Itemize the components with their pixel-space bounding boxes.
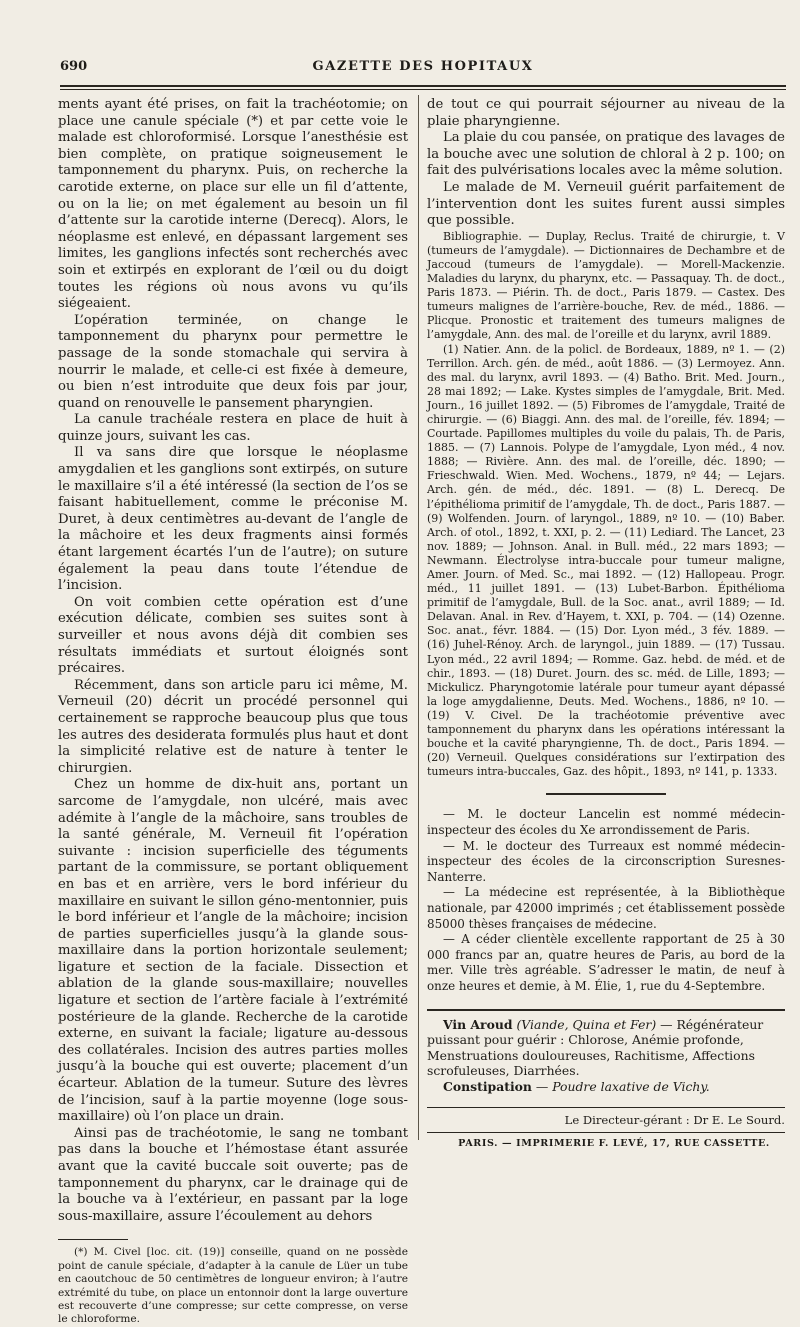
advertisement-rule bbox=[427, 1009, 785, 1011]
news-item: — A céder clientèle excellente rapportant de 25 à 30 000 francs par an, quatre heures de Paris, au bord de la mer. Ville très agréable. S’adresser le matin, de neuf à onze heures et demie, à M. Élie, 1, rue du 4-Septembre. bbox=[427, 932, 785, 993]
body-paragraph: On voit combien cette opération est d’une exécution délicate, combien ses suites sont à surveiller et nous avons déjà dit combien ses résultats immédiats et surtout éloignés sont précaires. bbox=[58, 594, 408, 677]
column-divider bbox=[418, 95, 419, 1140]
director-signature: Le Directeur-gérant : Dr E. Le Sourd. bbox=[564, 1112, 785, 1127]
news-item: — M. le docteur Lancelin est nommé médecin-inspecteur des écoles du Xe arrondissement de Paris. bbox=[427, 807, 785, 837]
ad-product: Vin Aroud bbox=[443, 1016, 513, 1032]
page-number: 690 bbox=[60, 59, 88, 74]
footnote: (*) M. Civel [loc. cit. (19)] conseille, quand on ne possède point de canule spéciale, d’adapter à la canule de Lüer un tube en caoutchouc de 50 centimètres de longueur environ; à l’autre extrémité du tube, on place un entonnoir dont la large ouverture est recouverte d’une compresse; sur cette compresse, on verse le chloroforme. bbox=[58, 1246, 408, 1326]
ad-constipation-text: — Poudre laxative de Vichy. bbox=[535, 1078, 710, 1094]
body-paragraph: La canule trachéale restera en place de huit à quinze jours, suivant les cas. bbox=[58, 412, 408, 444]
bibliography-references: (1) Natier. Ann. de la policl. de Bordeaux, 1889, nº 1. — (2) Terrillon. Arch. gén. de méd., août 1886. — (3) Lermoyez. Ann. des mal. du larynx, avril 1893. — (4) Batho. Brit. Med. Journ., 28 mai 1892; — Lake. Kystes simples de l’amygdale, Brit. Med. Journ., 16 juillet 1892. — (5) Fibromes de l’amygdale, Traité de chirurgie. — (6) Biaggi. Ann. des mal. de l’oreille, fév. 1894; — Courtade. Papillomes multiples du voile du palais, Th. de Paris, 1885. — (7) Lannois. Polype de l’amygdale, Lyon méd., 4 nov. 1888; — Rivière. Ann. des mal. de l’oreille, déc. 1890; — Frieschwald. Wien. Med. Wochens., 1879, nº 44; — Lejars. Arch. gén. de méd., déc. 1891. — (8) L. Derecq. De l’épithélioma primitif de l’amygdale, Th. de doct., Paris 1887. — (9) Wolfenden. Journ. of laryngol., 1889, nº 10. — (10) Baber. Arch. of otol., 1892, t. XXI, p. 2. — (11) Lediard. The Lancet, 23 nov. 1889; — Johnson. Anal. in Bull. méd., 22 mars 1893; — Newmann. Électrolyse intra-buccale pour tumeur maligne, Amer. Journ. of Med. Sc., mai 1892. — (12) Hallopeau. Progr. méd., 11 juillet 1891. — (13) Lubet-Barbon. Épithélioma primitif de l’amygdale, Bull. de la Soc. anat., avril 1889; — Id. Delavan. Anal. in Rev. d’Hayem, t. XXI, p. 704. — (14) Ozenne. Soc. anat., févr. 1884. — (15) Dor. Lyon méd., 3 fév. 1889. — (16) Juhel-Rénoy. Arch. de laryngol., juin 1889. — (17) Tussau. Lyon méd., 22 avril 1894; — Romme. Gaz. hebd. de méd. et de chir., 1893. — (18) Duret. Journ. des sc. méd. de Lille, 1893; — Mickulicz. Pharyngotomie latérale pour tumeur ayant dépassé la loge amygdalienne, Deuts. Med. Wochens., 1886, nº 10. — (19) V. Civel. De la trachéotomie préventive avec tamponnement du pharynx dans les opérations intéressant la bouche et la cavité pharyngienne, Th. de doct., Paris 1894. — (20) Verneuil. Quelques considérations sur l’extirpation des tumeurs intra-buccales, Gaz. des hôpit., 1893, nº 141, p. 1333. bbox=[427, 342, 785, 779]
ad-constipation-label: Constipation bbox=[443, 1078, 532, 1094]
advertisement-constipation bbox=[427, 1079, 785, 1095]
body-paragraph: ments ayant été prises, on fait la trachéotomie; on place une canule spéciale (*) et par cette voie le malade est chloroformisé. Lorsque l’anesthésie est bien complète, on pratique soigneusement le tamponnement du pharynx. Puis, on recherche la carotide externe, on place sur elle un fil d’attente, ou on la lie; on met également au besoin un fil d’attente sur la carotide interne (Derecq). Alors, le néoplasme est enlevé, en dépassant largement ses limites, les ganglions infectés sont recherchés avec soin et extirpés en explorant de l’œil ou du doigt toutes les régions où nous avons vu qu’ils siégeaient. bbox=[58, 97, 408, 312]
left-column bbox=[58, 97, 408, 1327]
journal-title: GAZETTE DES HOPITAUX bbox=[312, 59, 534, 74]
body-paragraph: La plaie du cou pansée, on pratique des lavages de la bouche avec une solution de chloral à 2 p. 100; on fait des pulvérisations locales avec la même solution. bbox=[427, 130, 785, 179]
body-paragraph: de tout ce qui pourrait séjourner au niveau de la plaie pharyngienne. bbox=[427, 97, 785, 129]
body-paragraph: L’opération terminée, on change le tamponnement du pharynx pour permettre le passage de la sonde stomachale qui servira à nourrir le malade, et celle-ci est fixée à demeure, ou bien n’est introduite que deux fois par jour, quand on renouvelle le pansement pharyngien. bbox=[58, 312, 408, 411]
news-item: — La médecine est représentée, à la Bibliothèque nationale, par 42000 imprimés ; cet établissement possède 85000 thèses françaises de médecine. bbox=[427, 885, 785, 931]
signature-rule bbox=[427, 1107, 785, 1108]
body-paragraph: Le malade de M. Verneuil guérit parfaitement de l’intervention dont les suites furent aussi simples que possible. bbox=[427, 179, 785, 229]
page-header bbox=[60, 59, 786, 79]
printer-rule bbox=[427, 1132, 785, 1133]
body-paragraph: Il va sans dire que lorsque le néoplasme amygdalien et les ganglions sont extirpés, on suture le maxillaire s’il a été intéressé (la section de l’os se faisant habituellement, comme le préconise M. Duret, à deux centimètres au-devant de l’angle de la mâchoire et les deux fragments ainsi formés étant largement écartés l’un de l’autre); on suture également la peau dans toute l’étendue de l’incision. bbox=[58, 445, 408, 594]
section-separator bbox=[546, 793, 666, 795]
bibliography-general: Bibliographie. — Duplay, Reclus. Traité de chirurgie, t. V (tumeurs de l’amygdale). — Dictionnaires de Dechambre et de Jaccoud (tumeurs de l’amygdale). — Morell-Mackenzie. Maladies du larynx, du pharynx, etc. — Passaquay. Th. de doct., Paris 1873. — Piérin. Th. de doct., Paris 1879. — Castex. Des tumeurs malignes de l’arrière-bouche, Rev. de méd., 1886. — Plicque. Pronostic et traitement des tumeurs malignes de l’amygdale, Ann. des mal. de l’oreille et du larynx, avril 1889. bbox=[427, 229, 785, 342]
advertisement bbox=[427, 1017, 785, 1079]
header-rule-thin bbox=[60, 89, 786, 90]
header-rule bbox=[60, 85, 786, 87]
printer-imprint: PARIS. — IMPRIMERIE F. LEVÉ, 17, RUE CASSETTE. bbox=[458, 1138, 770, 1150]
body-paragraph: Ainsi pas de trachéotomie, le sang ne tombant pas dans la bouche et l’hémostase étant assurée avant que la cavité buccale soit ouverte; pas de tamponnement du pharynx, car le drainage qui de la bouche va à l’extérieur, en passant par la loge sous-maxillaire, assure l’écoulement au dehors bbox=[58, 1125, 408, 1224]
body-paragraph: Chez un homme de dix-huit ans, portant un sarcome de l’amygdale, non ulcéré, mais avec adémite à l’angle de la mâchoire, sans troubles de la santé générale, M. Verneuil fit l’opération suivante : incision superficielle des téguments partant de la commissure, se portant obliquement en bas et en arrière, vers le bord inférieur du maxillaire en suivant le sillon géno-mentonnier, puis le bord inférieur et l’angle de la mâchoire; incision de parties superficielles jusqu’à la glande sous-maxillaire dans la portion horizontale seulement; ligature et section de la faciale. Dissection et ablation de la glande sous-maxillaire; nouvelles ligature et section de l’artère faciale à l’extrémité postérieure de la glande. Recherche de la carotide externe, en suivant la faciale; ligature au-dessous des collatérales. Incision des autres parties molles jusqu’à la bouche qui est ouverte; placement d’un écarteur. Ablation de la tumeur. Suture des lèvres de l’incision, sauf à la partie moyenne (loge sous-maxillaire) où l’on place un drain. bbox=[58, 777, 408, 1125]
news-item: — M. le docteur des Turreaux est nommé médecin-inspecteur des écoles de la circonscription Suresnes-Nanterre. bbox=[427, 838, 785, 884]
right-column bbox=[427, 97, 785, 1153]
ad-tagline: — Régénérateur puissant pour guérir : Chlorose, Anémie profonde, Menstruations douloureuses, Rachitisme, Affections scrofuleuses, Diarrhées. bbox=[427, 1016, 764, 1079]
body-paragraph: Récemment, dans son article paru ici même, M. Verneuil (20) décrit un procédé personnel qui certainement se rapproche beaucoup plus que tous les autres des desiderata formulés plus haut et dont la simplicité relative est de nature à tenter le chirurgien. bbox=[58, 677, 408, 776]
footnote-rule bbox=[58, 1239, 128, 1240]
ad-composition: (Viande, Quina et Fer) bbox=[516, 1016, 657, 1032]
